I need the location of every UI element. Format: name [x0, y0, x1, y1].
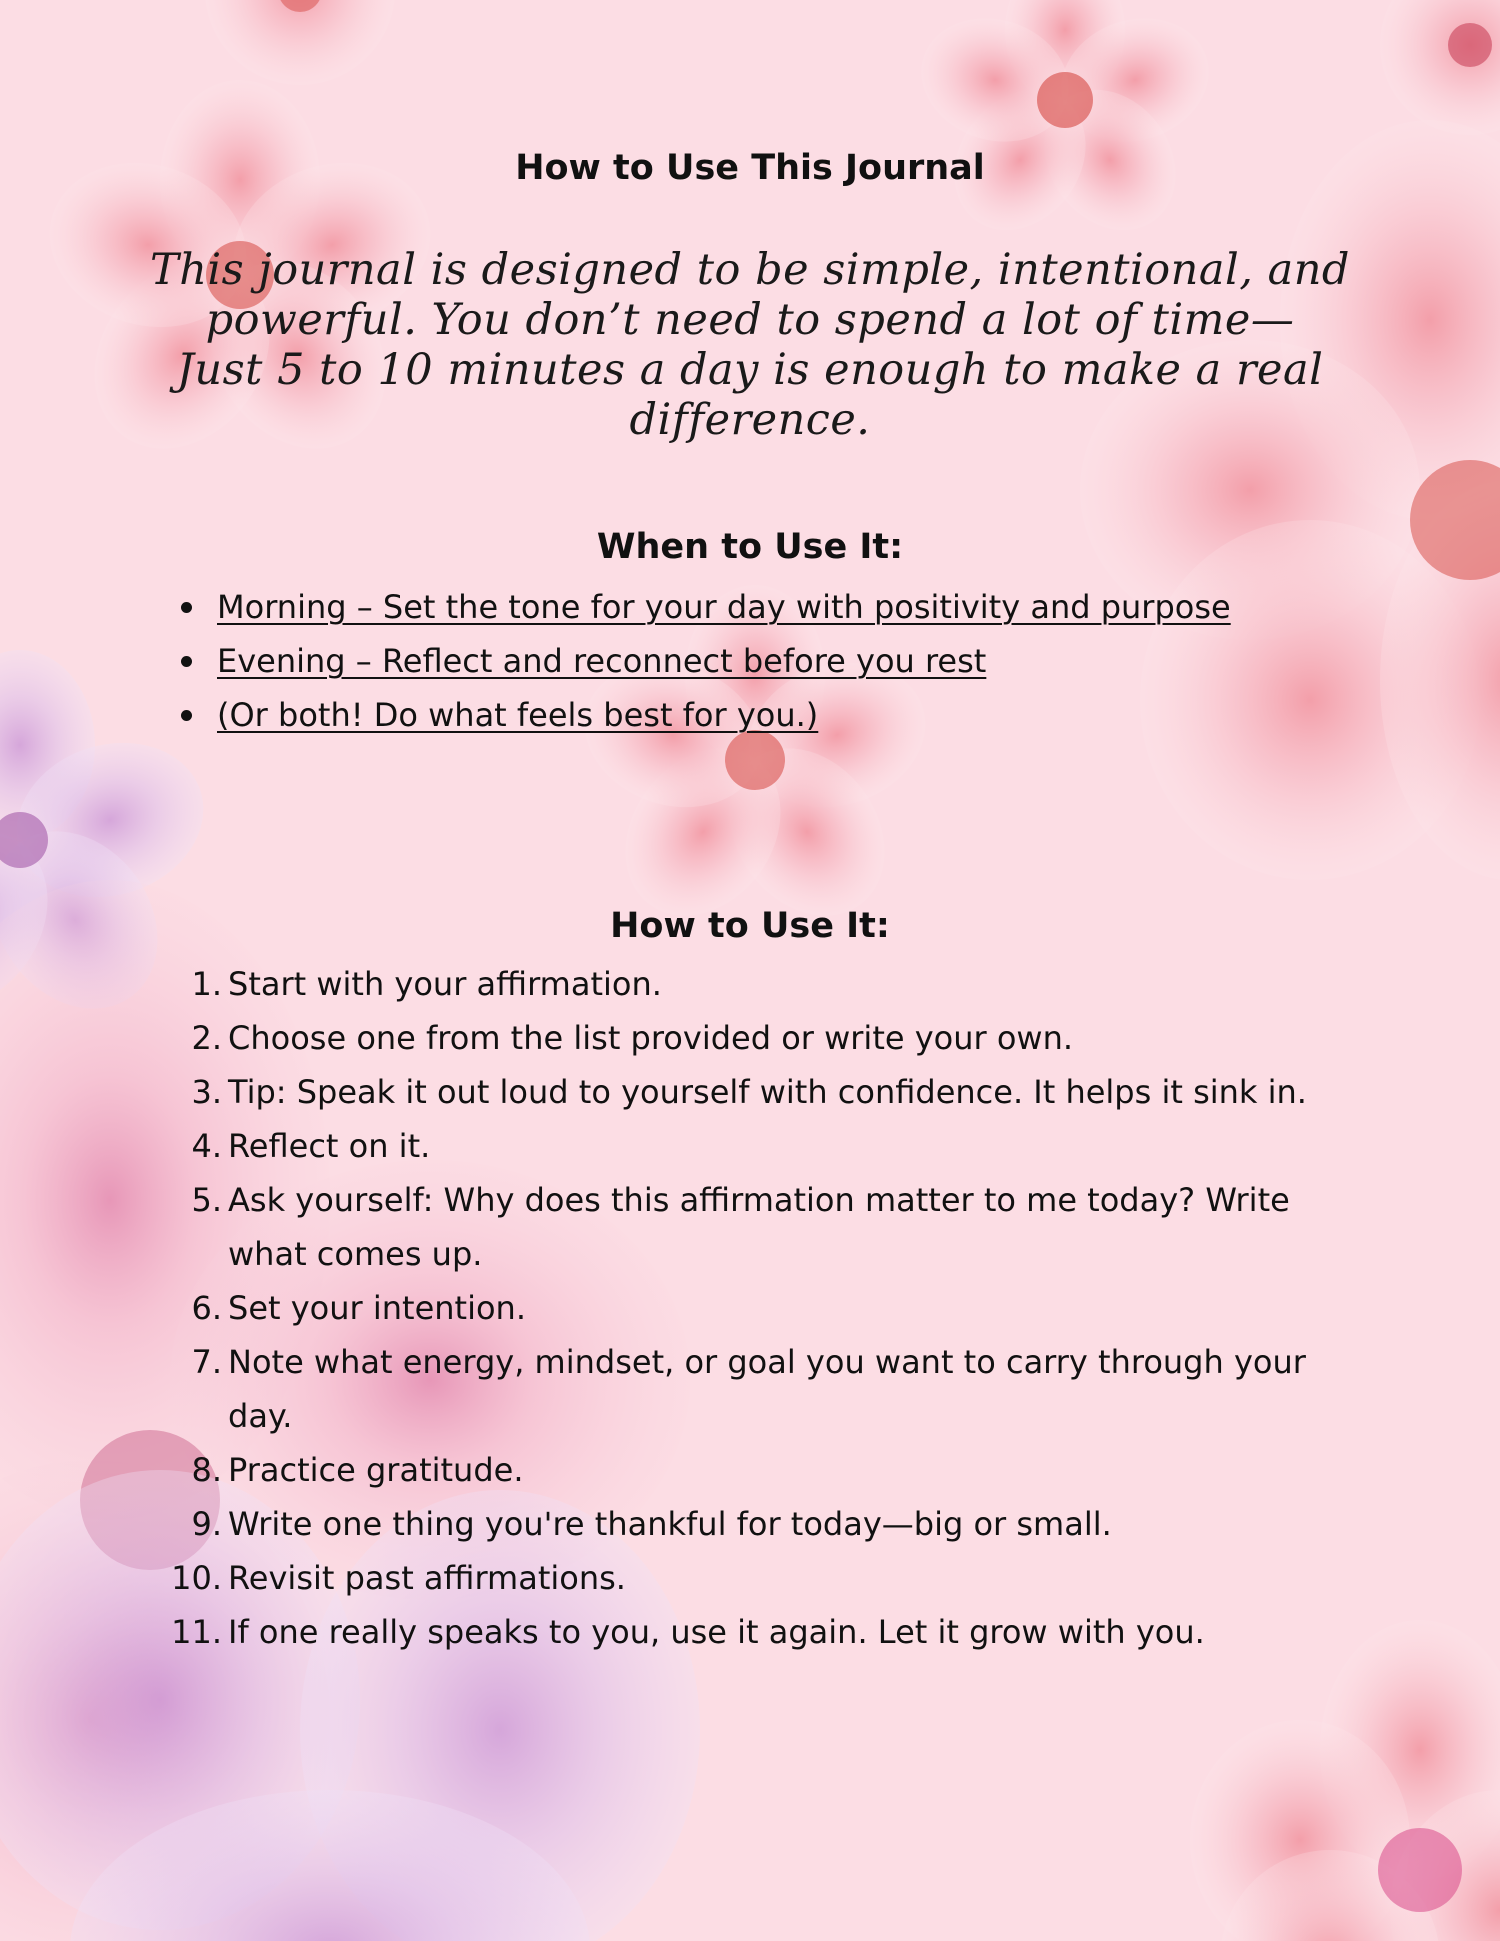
list-item-text: Start with your affirmation.: [228, 965, 662, 1003]
list-item: [170, 1065, 1370, 1119]
intro-line: powerful. You don’t need to spend a lot of time—: [205, 295, 1295, 345]
list-number: 11.: [171, 1613, 222, 1651]
list-number: 1.: [191, 965, 222, 1003]
list-item-text: Note what energy, mindset, or goal you want to carry through your day.: [228, 1343, 1306, 1435]
bullet-icon: [181, 710, 192, 721]
list-item: [170, 1011, 1370, 1065]
list-item: [175, 634, 1231, 688]
list-number: 4.: [191, 1127, 222, 1165]
list-item-text: If one really speaks to you, use it again. Let it grow with you.: [228, 1613, 1205, 1651]
list-item: [170, 1335, 1370, 1443]
when-list: [175, 580, 1231, 742]
list-item: [175, 688, 1231, 742]
list-item-text: Practice gratitude.: [228, 1451, 524, 1489]
bullet-icon: [181, 602, 192, 613]
list-item: [170, 1497, 1370, 1551]
list-item-text: Morning – Set the tone for your day with positivity and purpose: [217, 588, 1231, 626]
list-item: [170, 1281, 1370, 1335]
list-item: [170, 1443, 1370, 1497]
list-item-text: Tip: Speak it out loud to yourself with confidence. It helps it sink in.: [228, 1073, 1307, 1111]
list-item: [170, 1605, 1370, 1659]
list-item: [170, 957, 1370, 1011]
list-item-text: Revisit past affirmations.: [228, 1559, 626, 1597]
list-item-text: Reflect on it.: [228, 1127, 431, 1165]
list-item: [170, 1173, 1370, 1281]
bullet-icon: [181, 656, 192, 667]
list-number: 3.: [191, 1073, 222, 1111]
list-number: 9.: [191, 1505, 222, 1543]
how-section-heading: How to Use It:: [610, 906, 890, 946]
list-item-text: Ask yourself: Why does this affirmation matter to me today? Write what comes up.: [228, 1181, 1290, 1273]
how-list: [170, 957, 1370, 1659]
list-number: 6.: [191, 1289, 222, 1327]
list-item: [175, 580, 1231, 634]
list-number: 8.: [191, 1451, 222, 1489]
list-item-text: Choose one from the list provided or write your own.: [228, 1019, 1074, 1057]
list-item-text: Set your intention.: [228, 1289, 526, 1327]
list-item: [170, 1551, 1370, 1605]
list-number: 2.: [191, 1019, 222, 1057]
list-number: 5.: [191, 1181, 222, 1219]
when-section-heading: When to Use It:: [596, 527, 904, 567]
list-item-text: Evening – Reflect and reconnect before you rest: [217, 642, 987, 680]
page-title: How to Use This Journal: [515, 148, 985, 188]
list-item-text: (Or both! Do what feels best for you.): [217, 696, 819, 734]
intro-line: Just 5 to 10 minutes a day is enough to make a real difference.: [176, 345, 1324, 445]
intro-paragraph: [120, 245, 1380, 445]
list-number: 10.: [171, 1559, 222, 1597]
intro-line: This journal is designed to be simple, intentional, and: [150, 245, 1350, 295]
list-number: 7.: [191, 1343, 222, 1381]
list-item-text: Write one thing you're thankful for today—big or small.: [228, 1505, 1112, 1543]
list-item: [170, 1119, 1370, 1173]
